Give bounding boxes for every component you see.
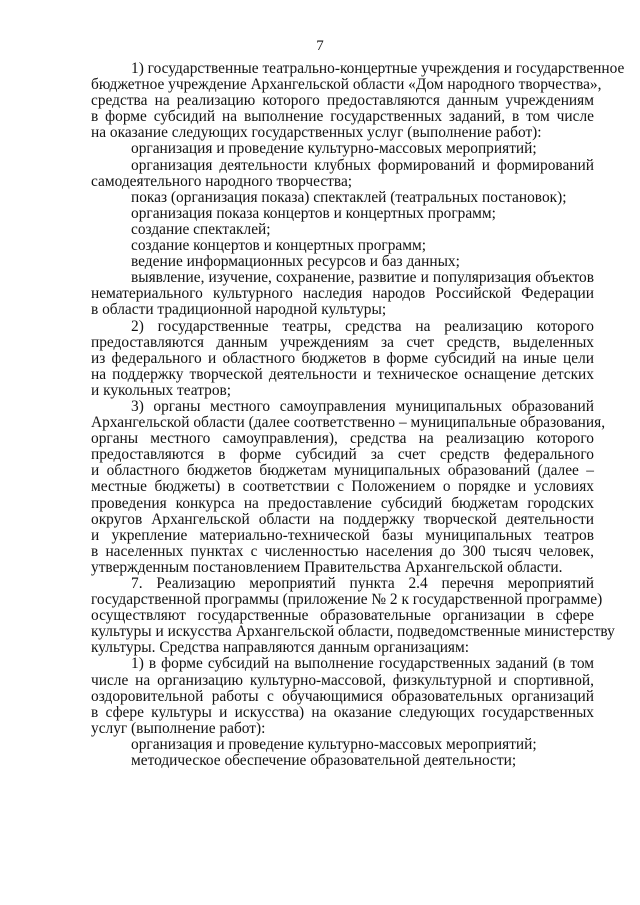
- text-line: организация и проведение культурно-массовых мероприятий;: [131, 735, 537, 753]
- text-line: методическое обеспечение образовательной деятельности;: [131, 752, 517, 770]
- text-line: на оказание следующих государственных услуг (выполнение работ):: [91, 124, 542, 142]
- text-line: культуры. Средства направляются данным организациям:: [91, 639, 470, 657]
- document-body: [91, 60, 625, 770]
- text-line: предоставляются в форме субсидий за счет средств федерального: [91, 446, 594, 464]
- text-line: в форме субсидий на выполнение государственных заданий, в том числе: [91, 108, 594, 126]
- text-line: проведения конкурса на предоставление субсидий бюджетам городских: [91, 494, 594, 512]
- page-number: 7: [316, 38, 324, 54]
- text-line: создание концертов и концертных программ;: [131, 237, 426, 255]
- text-line: оздоровительной работы с обучающимися образовательных организаций: [91, 687, 594, 705]
- text-line: средства на реализацию которого предоставляются данным учреждениям: [91, 92, 594, 110]
- text-line: и областного бюджетов бюджетам муниципальных образований (далее –: [91, 462, 594, 480]
- text-line: ведение информационных ресурсов и баз данных;: [131, 253, 460, 271]
- text-line: услуг (выполнение работ):: [91, 719, 266, 737]
- text-line: нематериального культурного наследия народов Российской Федерации: [91, 285, 594, 303]
- text-line: округов Архангельской области на поддержку творческой деятельности: [91, 510, 594, 528]
- text-line: из федерального и областного бюджетов в форме субсидий на иные цели: [91, 349, 594, 367]
- text-line: 3) органы местного самоуправления муниципальных образований: [131, 397, 594, 415]
- text-line: осуществляют государственные образовательные организации в сфере: [91, 607, 594, 625]
- text-line: показ (организация показа) спектаклей (театральных постановок);: [131, 188, 567, 206]
- text-line: государственной программы (приложение № 2 к государственной программе): [91, 591, 603, 609]
- text-line: в населенных пунктах с численностью населения до 300 тысяч человек,: [91, 542, 594, 560]
- text-line: и кукольных театров;: [91, 381, 232, 399]
- text-line: предоставляются данным учреждениям за счет средств, выделенных: [91, 333, 594, 351]
- text-line: выявление, изучение, сохранение, развитие и популяризация объектов: [131, 269, 594, 287]
- text-line: числе на организацию культурно-массовой, физкультурной и спортивной,: [91, 671, 594, 689]
- text-line: органы местного самоуправления), средства на реализацию которого: [91, 430, 594, 448]
- text-line: бюджетное учреждение Архангельской области «Дом народного творчества»,: [91, 76, 602, 94]
- text-line: создание спектаклей;: [131, 220, 271, 238]
- text-line: 1) государственные театрально-концертные учреждения и государственное: [131, 60, 625, 77]
- text-line: 7. Реализацию мероприятий пункта 2.4 перечня мероприятий: [131, 575, 594, 592]
- text-line: самодеятельного народного творчества;: [91, 172, 353, 190]
- text-line: организация показа концертов и концертных программ;: [131, 204, 496, 222]
- text-line: местные бюджеты) в соответствии с Положением о порядке и условиях: [91, 478, 594, 496]
- text-line: организация и проведение культурно-массовых мероприятий;: [131, 140, 537, 158]
- text-line: организация деятельности клубных формирований и формирований: [131, 156, 594, 174]
- text-line: на поддержку творческой деятельности и техническое оснащение детских: [91, 365, 594, 383]
- text-line: в сфере культуры и искусства) на оказание следующих государственных: [91, 703, 594, 721]
- text-line: и укрепление материально-технической базы муниципальных театров: [91, 526, 594, 544]
- text-line: в области традиционной народной культуры;: [91, 301, 387, 319]
- text-line: утвержденным постановлением Правительства Архангельской области.: [91, 558, 563, 576]
- text-line: 2) государственные театры, средства на реализацию которого: [131, 317, 594, 335]
- text-line: 1) в форме субсидий на выполнение государственных заданий (в том: [131, 655, 594, 673]
- text-line: культуры и искусства Архангельской области, подведомственные министерству: [91, 623, 615, 641]
- text-line: Архангельской области (далее соответственно – муниципальные образования,: [91, 414, 606, 432]
